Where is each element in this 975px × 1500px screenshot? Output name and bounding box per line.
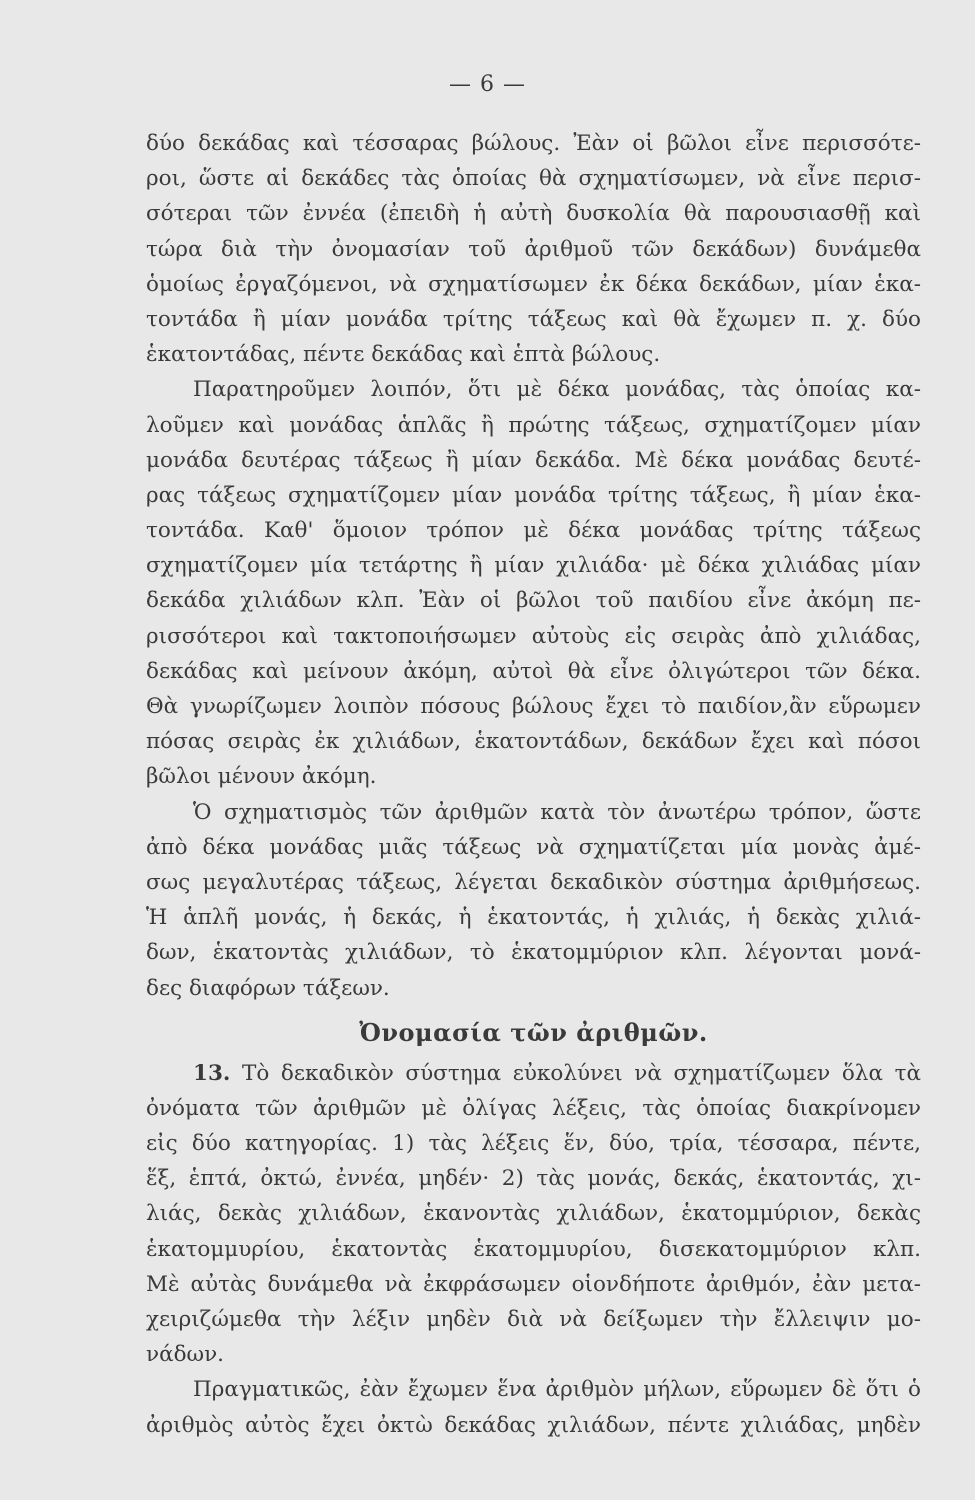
section-heading: Ὀνομασία τῶν ἀριθμῶν. <box>359 1017 708 1047</box>
text-line: ἕξ, ἑπτά, ὀκτώ, ἐννέα, μηδέν· 2) τὰς μονάς, δεκάς, ἑκατοντάς, χι- <box>146 1166 921 1192</box>
text-line: δεκάδα χιλιάδων κλπ. Ἐὰν οἱ βῶλοι τοῦ παιδίου εἶνε ἀκόμη πε- <box>146 588 921 614</box>
text-line: δεκάδας καὶ μείνουν ἀκόμη, αὐτοὶ θὰ εἶνε ὀλιγώτεροι τῶν δέκα. <box>146 658 921 684</box>
text-line: ἑκατοντάδας, πέντε δεκάδας καὶ ἑπτὰ βώλους. <box>146 342 661 368</box>
text-line: δες διαφόρων τάξεων. <box>146 975 390 1001</box>
text-line: ροι, ὥστε αἱ δεκάδες τὰς ὁποίας θὰ σχηματίσωμεν, νὰ εἶνε περισ- <box>146 166 921 192</box>
text-line: τοντάδα. Καθ' ὅμοιον τρόπον μὲ δέκα μονάδας τρίτης τάξεως <box>146 518 921 544</box>
paragraph-2 <box>146 372 921 794</box>
text-line-content: Τὸ δεκαδικὸν σύστημα εὐκολύνει νὰ σχηματίζωμεν ὅλα τὰ <box>242 1060 921 1086</box>
text-line: Πραγματικῶς, ἐὰν ἔχωμεν ἕνα ἀριθμὸν μήλων, εὕρωμεν δὲ ὅτι ὁ <box>193 1377 921 1403</box>
text-line: νάδων. <box>146 1342 224 1368</box>
text-line: Ὁ σχηματισμὸς τῶν ἀριθμῶν κατὰ τὸν ἀνωτέρω τρόπον, ὥστε <box>193 799 921 825</box>
text-line: σως μεγαλυτέρας τάξεως, λέγεται δεκαδικὸν σύστημα ἀριθμήσεως. <box>146 869 921 895</box>
paragraph-1 <box>146 126 921 372</box>
text-line: Ἡ ἁπλῆ μονάς, ἡ δεκάς, ἡ ἑκατοντάς, ἡ χιλιάς, ἡ δεκὰς χιλιά- <box>146 905 921 931</box>
text-line: ἀπὸ δέκα μονάδας μιᾶς τάξεως νὰ σχηματίζεται μία μονὰς ἀμέ- <box>146 834 921 860</box>
text-line: Θὰ γνωρίζωμεν λοιπὸν πόσους βώλους ἔχει τὸ παιδίον,ἂν εὕρωμεν <box>146 694 921 719</box>
text-line: ρισσότεροι καὶ τακτοποιήσωμεν αὐτοὺς εἰς σειρὰς ἀπὸ χιλιάδας, <box>146 623 921 649</box>
text-line <box>146 1056 921 1091</box>
text-line: βῶλοι μένουν ἀκόμη. <box>146 764 377 790</box>
body-text <box>146 126 921 1443</box>
text-line: πόσας σειρὰς ἐκ χιλιάδων, ἑκατοντάδων, δεκάδων ἔχει καὶ πόσοι <box>146 729 921 755</box>
text-line: εἰς δύο κατηγορίας. 1) τὰς λέξεις ἕν, δύο, τρία, τέσσαρα, πέντε, <box>146 1131 921 1157</box>
paragraph-5 <box>146 1372 921 1442</box>
text-line: μονάδα δευτέρας τάξεως ἢ μίαν δεκάδα. Μὲ δέκα μονάδας δευτέ- <box>146 447 921 473</box>
text-line: σχηματίζομεν μία τετάρτης ἢ μίαν χιλιάδα· μὲ δέκα χιλιάδας μίαν <box>146 553 921 579</box>
text-line: χειριζώμεθα τὴν λέξιν μηδὲν διὰ νὰ δείξωμεν τὴν ἔλλειψιν μο- <box>146 1307 921 1332</box>
text-line: ρας τάξεως σχηματίζομεν μίαν μονάδα τρίτης τάξεως, ἢ μίαν ἑκα- <box>146 482 921 508</box>
text-line: Μὲ αὐτὰς δυνάμεθα νὰ ἐκφράσωμεν οἱονδήποτε ἀριθμόν, ἐὰν μετα- <box>146 1271 921 1297</box>
text-line: ἀριθμὸς αὐτὸς ἔχει ὀκτὼ δεκάδας χιλιάδων, πέντε χιλιάδας, μηδὲν <box>146 1412 921 1438</box>
paragraph-3 <box>146 795 921 1006</box>
text-line: σότεραι τῶν ἐννέα (ἐπειδὴ ἡ αὐτὴ δυσκολία θὰ παρουσιασθῇ καὶ <box>146 201 921 227</box>
text-line: δων, ἑκατοντὰς χιλιάδων, τὸ ἑκατομμύριον κλπ. λέγονται μονά- <box>146 940 921 966</box>
text-line: τώρα διὰ τὴν ὀνομασίαν τοῦ ἀριθμοῦ τῶν δεκάδων) δυνάμεθα <box>146 236 921 262</box>
text-line: δύο δεκάδας καὶ τέσσαρας βώλους. Ἐὰν οἱ βῶλοι εἶνε περισσότε- <box>146 131 921 156</box>
paragraph-4 <box>146 1056 921 1373</box>
text-line: ὀνόματα τῶν ἀριθμῶν μὲ ὀλίγας λέξεις, τὰς ὁποίας διακρίνομεν <box>146 1095 921 1121</box>
text-line: λιάς, δεκὰς χιλιάδων, ἑκανοντὰς χιλιάδων, ἑκατομμύριον, δεκὰς <box>146 1201 921 1227</box>
section-number: 13. <box>193 1060 231 1086</box>
text-line: ὁμοίως ἐργαζόμενοι, νὰ σχηματίσωμεν ἐκ δέκα δεκάδων, μίαν ἑκα- <box>146 271 921 297</box>
text-line: τοντάδα ἢ μίαν μονάδα τρίτης τάξεως καὶ θὰ ἔχωμεν π. χ. δύο <box>146 306 921 332</box>
page-number: — 6 — <box>449 72 526 97</box>
text-line: λοῦμεν καὶ μονάδας ἁπλᾶς ἢ πρώτης τάξεως, σχηματίζομεν μίαν <box>146 412 921 438</box>
text-line: ἑκατομμυρίου, ἑκατοντὰς ἑκατομμυρίου, δισεκατομμύριον κλπ. <box>146 1236 921 1262</box>
text-line: Παρατηροῦμεν λοιπόν, ὅτι μὲ δέκα μονάδας, τὰς ὁποίας κα- <box>193 377 921 403</box>
